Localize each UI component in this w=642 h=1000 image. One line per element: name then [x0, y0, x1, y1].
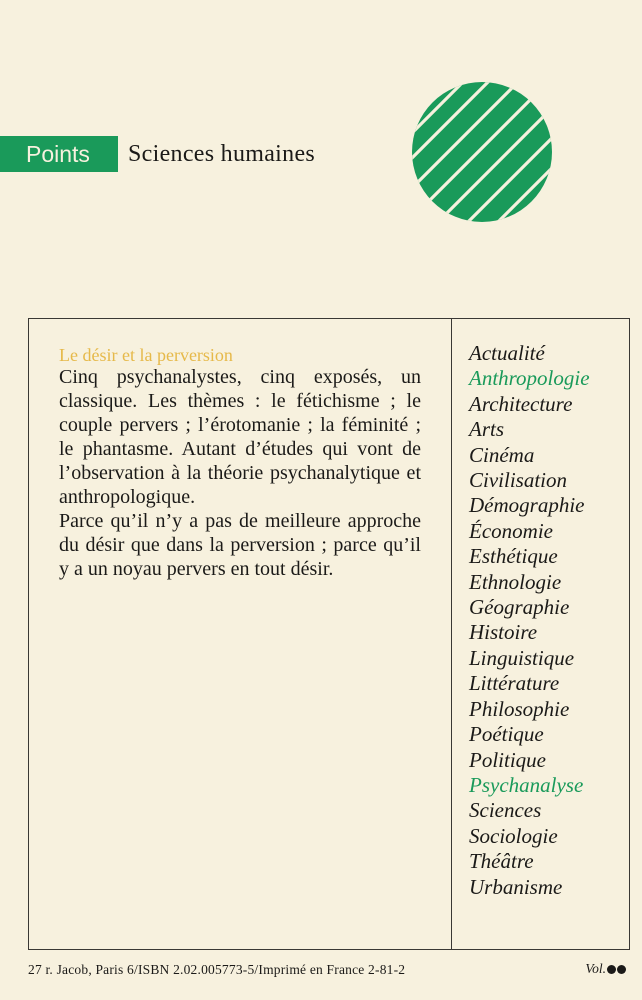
series-header: [0, 136, 315, 172]
book-title: Le désir et la perversion: [59, 345, 233, 365]
volume-label: Vol.: [585, 961, 606, 976]
series-name: Sciences humaines: [128, 140, 316, 167]
column-divider: [451, 319, 452, 949]
striped-circle-logo-icon: [410, 80, 554, 224]
topic-item: Architecture: [469, 391, 573, 416]
print-info: 27 r. Jacob, Paris 6/ISBN 2.02.005773-5/Imprimé en France 2-81-2: [28, 962, 406, 977]
topic-item: Démographie: [469, 493, 585, 518]
topic-item: Urbanisme: [469, 874, 563, 899]
points-label: Points: [0, 136, 118, 172]
topic-item: Sciences: [469, 798, 542, 823]
topic-item: Actualité: [469, 341, 545, 365]
content-frame: [28, 318, 630, 950]
topic-item: Anthropologie: [469, 366, 590, 391]
topic-item: Histoire: [469, 620, 538, 645]
volume-dot-icon: [617, 965, 626, 974]
topic-item: Littérature: [469, 671, 560, 696]
topic-item: Théâtre: [469, 849, 534, 874]
topic-item: Sociologie: [469, 823, 558, 848]
blurb-paragraph: Cinq psychanalystes, cinq exposés, un classique. Les thèmes : le fétichisme ; le couple pervers ; l’érotomanie ; la féminité ; le phantasme. Autant d’études qui vont de l’observation à la théorie psychanalytique et anthropologique.: [59, 366, 421, 508]
topic-item: Civilisation: [469, 468, 568, 493]
topic-item: Philosophie: [469, 696, 570, 721]
topic-item: Arts: [469, 417, 505, 442]
topic-item: Ethnologie: [469, 569, 562, 594]
topic-item: Esthétique: [469, 544, 558, 569]
volume-dot-icon: [607, 965, 616, 974]
topics-list: [469, 341, 590, 900]
volume-marker: [585, 961, 626, 977]
topic-item: Économie: [469, 518, 553, 543]
book-blurb: [59, 345, 421, 581]
topic-item: Psychanalyse: [469, 772, 584, 797]
topic-item: Linguistique: [469, 645, 575, 670]
topic-item: Poétique: [469, 722, 544, 747]
topic-item: Géographie: [469, 595, 570, 620]
topic-item: Cinéma: [469, 442, 535, 467]
topic-item: Politique: [469, 747, 546, 772]
blurb-paragraph: Parce qu’il n’y a pas de meilleure approche du désir que dans la perversion ; parce qu’il y a un noyau pervers en tout désir.: [59, 510, 421, 580]
